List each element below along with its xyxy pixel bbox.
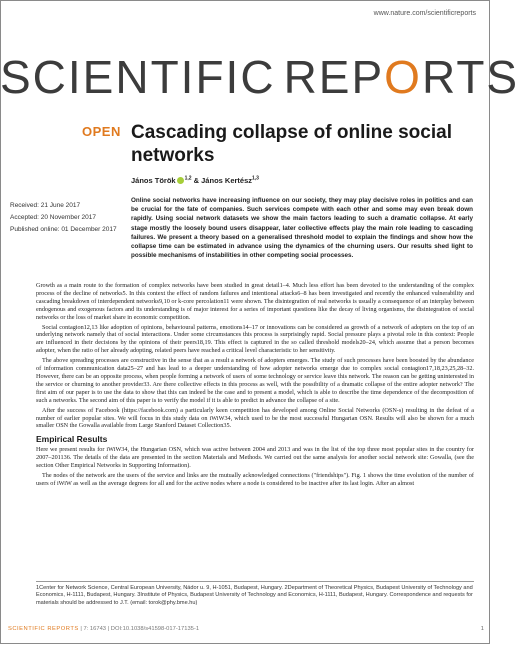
footer-journal-name: SCIENTIFIC REPORTS: [8, 626, 79, 632]
footer-citation: | 7: 16743 | DOI:10.1038/s41598-017-17135-1: [78, 626, 200, 632]
section-heading-empirical-results: Empirical Results: [36, 434, 108, 445]
author-torok[interactable]: János Török: [131, 176, 176, 185]
body-paragraph: The above spreading processes are constructive in the sense that as a result a network of adopters emerges. The study of such processes have been boosted by the abundance of information communication data25–27 and has lead to a deeper understanding of how adopter networks emerge due to complex social contagion17,18,23,25,28–32. However, there can be an opposite process, when people forming a network of users of some technology or service leave this network. The reason can be getting uninterested in the service or churning to another provider33. Are there collective effects in this process as well, with the possibility of a dramatic collapse of the entire adopter network? The first aim of our paper is to use the data to show that this can indeed be the case and to present a model, which is able to describe the time dependence of the decomposition of such a networks. The second aim of this paper is to verify the model if it is able to predict in advance the collapse of a site.: [36, 357, 474, 404]
abstract: Online social networks have increasing influence on our society, they may play decisive roles in politics and can be crucial for the fate of companies. Such services compete with each other and some may even break down rapidly. Using social network datasets we show the main factors leading to such a dramatic collapse. At early stage mostly the loosely bound users disappear, later collective effects play the main role leading to cascading failures. We present a theory based on a generalised threshold model to explain the findings and show how the collapse time can be estimated in advance using the dynamics of the churning users. Our results shed light to possible mechanisms of instabilities in other competing social processes.: [131, 197, 473, 260]
page-number: 1: [480, 626, 484, 632]
body-paragraph: The nodes of the network are the users of the service and links are the mutually acknowledged connections ("friendships"). Fig. 1 shows the time evolution of the number of users of iWiW as well as the average degrees for all and for the active nodes where a node is considered to be inactive after its last login. After an almost: [36, 472, 474, 487]
masthead-word-rts: RTS: [421, 51, 519, 103]
author-kertesz-affil: 1,3: [252, 175, 259, 182]
masthead-letter-o: O: [384, 51, 422, 103]
body-paragraph: Growth as a main route to the formation of complex networks have been studied in great detail1–4. Much less effort has been devoted to the understanding of the complex process of the decline of networks5. In this context the effect of random failures and intentional attacks6–8 has been investigated and recently the enhanced vulnerability and cascading breakdown of interdependent networks9,10 or k-core percolation11 were shown. The disintegration of real networks is usually a consequence of an interplay between endogenous and exogenous factors and its understanding is of major interest for a series of important questions like the decay of living organisms, the disintegration of social networks or the loss of market share in economic competition.: [36, 282, 474, 321]
author-list: [131, 176, 471, 185]
article-body: [36, 282, 474, 490]
journal-masthead: [0, 51, 519, 103]
article-dates: [10, 200, 122, 236]
orcid-icon[interactable]: [177, 177, 184, 184]
date-accepted: Accepted: 20 November 2017: [10, 214, 96, 221]
author-torok-affil: 1,2: [184, 175, 192, 182]
date-received: Received: 21 June 2017: [10, 202, 81, 209]
open-access-label: OPEN: [82, 124, 121, 139]
date-published: Published online: 01 December 2017: [10, 226, 117, 233]
affiliation-footnote: 1Center for Network Science, Central European University, Nádor u. 9, H-1051, Budapest, Hungary. 2Department of Theoretical Physics, Budapest University of Technology and Economics, H-1111, Budapest, Hungary. 3Institute of Physics, Budapest University of Technology and Economics, H-1111, Budapest, Hungary. Correspondence and requests for materials should be addressed to J.T. (email: torok@phy.bme.hu): [36, 581, 474, 607]
article-title: Cascading collapse of online social networks: [131, 122, 452, 166]
body-paragraph: Social contagion12,13 like adoption of opinions, behavioural patterns, emotions14–17 or innovations can be considered as growth of a network of adopters on the top of an underlying network namely that of social interactions. Under some circumstances this process is surprisingly rapid. Social pressure plays a pivotal role in this context: People are influenced in their decisions by the opinions of their peers18,19. This effect is captured in the so called threshold models20–24, which assume that a person becomes adopter, when the ratio of her already adopting, related peers have reached a critical level characteristic to her sensitivity.: [36, 323, 474, 355]
author-separator: &: [191, 176, 202, 185]
author-kertesz[interactable]: János Kertész: [201, 176, 252, 185]
body-paragraph: Here we present results for iWiW34, the Hungarian OSN, which was active between 2004 and 2013 and was in the list of the top three most popular sites in the country for 2007–201136. The details of the data are presented in the section Materials and Methods. We carried out the same analysis for another social network site: Gowalla, (see the section Other Empirical Networks in Supporting Information).: [36, 446, 474, 470]
journal-url[interactable]: www.nature.com/scientificreports: [373, 10, 476, 17]
page-footer: [8, 626, 484, 632]
masthead-word-scientific: SCIENTIFIC: [0, 51, 276, 103]
masthead-word-rep: REP: [283, 51, 385, 103]
body-paragraph: After the success of Facebook (https://facebook.com) a particularly keen competition has developed among Online Social Networks (OSN-s) resulting in the defeat of a number of earlier popular sites. We will focus in this study data on iWiW34, which used to be the most successful Hungarian OSN. Results will also be shown for a much smaller OSN the Gowalla available from Large Stanford Dataset Collection35.: [36, 406, 474, 430]
